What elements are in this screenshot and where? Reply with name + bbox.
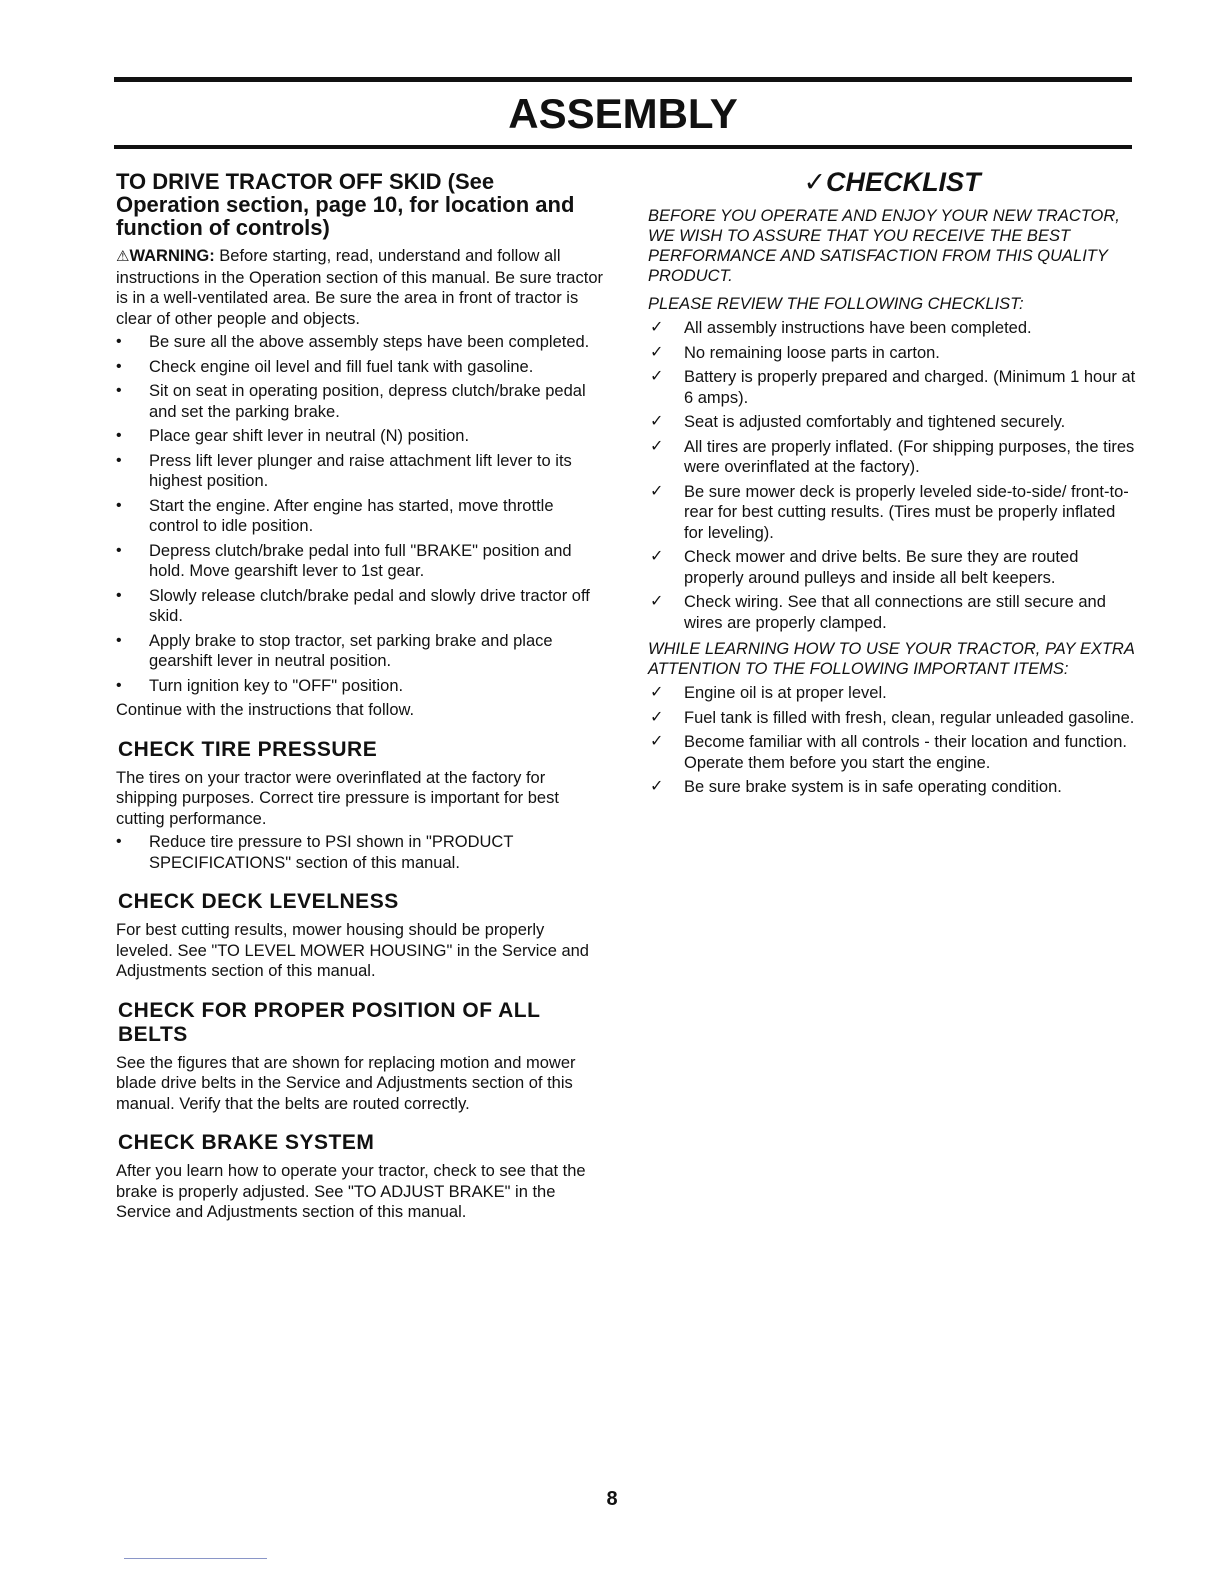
list-item: • Be sure all the above assembly steps have been completed.: [116, 333, 590, 351]
learning-label: WHILE LEARNING HOW TO USE YOUR TRACTOR, PAY EXTRA ATTENTION TO THE FOLLOWING IMPORTANT ITEMS:: [648, 640, 1135, 678]
list-item: • Place gear shift lever in neutral (N) position.: [116, 427, 470, 445]
tire-pressure-text: The tires on your tractor were overinflated at the factory for shipping purposes. Correct tire pressure is important for best cutting performance.: [116, 768, 559, 828]
bullet-icon: •: [116, 676, 122, 694]
tire-pressure-section: [116, 738, 604, 874]
list-item: ✓ Engine oil is at proper level.: [650, 684, 887, 702]
deck-levelness-text: For best cutting results, mower housing should be properly leveled. See "TO LEVEL MOWER HOUSING" in the Service and Adjustments section of this manual.: [116, 921, 589, 980]
warning-label: WARNING:: [129, 247, 215, 265]
list-item: ✓ No remaining loose parts in carton.: [650, 343, 940, 362]
drive-steps-list: [116, 332, 604, 696]
bullet-icon: •: [116, 333, 122, 350]
bullet-icon: •: [116, 496, 122, 514]
warning-text: Before starting, read, understand and follow all instructions in the Operation section of this manual. Be sure tractor is in a well-ventilated area. Be sure the area in front of tractor is clear of other people and objects.: [116, 247, 603, 328]
checkmark-icon: ✓: [650, 368, 664, 385]
list-item: ✓ Seat is adjusted comfortably and tightened securely.: [650, 413, 1066, 431]
continue-text: Continue with the instructions that follow.: [116, 701, 415, 719]
bullet-icon: •: [116, 427, 122, 444]
footer-line: [124, 1558, 267, 1559]
bullet-icon: •: [116, 833, 122, 850]
page-title: ASSEMBLY: [508, 90, 738, 137]
bullet-icon: •: [116, 541, 122, 559]
checkmark-icon: ✓: [650, 437, 664, 455]
list-item: ✓ All tires are properly inflated. (For shipping purposes, the tires were overinflated at the factory).: [650, 437, 1135, 476]
checkmark-icon: ✓: [650, 708, 664, 726]
list-item: ✓ Check mower and drive belts. Be sure they are routed properly around pulleys and inside all belt keepers.: [650, 548, 1079, 587]
drive-off-skid-section: [116, 170, 604, 721]
list-item: • Check engine oil level and fill fuel tank with gasoline.: [116, 357, 534, 376]
belts-text: See the figures that are shown for replacing motion and mower blade drive belts in the Service and Adjustments section of this manual. Verify that the belts are routed correctly.: [116, 1053, 576, 1113]
brake-system-text: After you learn how to operate your tractor, check to see that the brake is properly adjusted. See "TO ADJUST BRAKE" in the Service and Adjustments section of this manual.: [116, 1162, 586, 1221]
bullet-icon: •: [116, 357, 122, 375]
checkmark-icon: ✓: [650, 684, 664, 701]
list-item: ✓ Check wiring. See that all connections are still secure and wires are properly clamped.: [650, 593, 1106, 632]
warning-paragraph: [116, 246, 604, 329]
checkmark-icon: ✓: [650, 413, 664, 430]
bullet-icon: •: [116, 586, 122, 604]
warning-triangle-icon: ⚠: [116, 248, 130, 265]
left-column: [116, 170, 604, 1223]
checkmark-icon: ✓: [650, 319, 664, 336]
tire-pressure-list: [116, 832, 604, 873]
list-item: • Apply brake to stop tractor, set parking brake and place gearshift lever in neutral position.: [116, 631, 553, 670]
page-number: 8: [606, 1488, 618, 1510]
checkmark-icon: ✓: [650, 482, 664, 500]
right-column: [648, 166, 1136, 802]
list-item: • Start the engine. After engine has started, move throttle control to idle position.: [116, 496, 554, 535]
list-item: ✓ Become familiar with all controls - their location and function. Operate them before you start the engine.: [650, 733, 1127, 772]
bullet-icon: •: [116, 382, 122, 399]
list-item: ✓ All assembly instructions have been completed.: [650, 319, 1032, 337]
list-item: • Sit on seat in operating position, depress clutch/brake pedal and set the parking brake.: [116, 382, 586, 421]
checkmark-icon: ✓: [650, 778, 664, 795]
list-item: ✓ Be sure mower deck is properly leveled side-to-side/ front-to-rear for best cutting results. (Tires must be properly inflated for leveling).: [650, 482, 1129, 542]
list-item: • Reduce tire pressure to PSI shown in "PRODUCT SPECIFICATIONS" section of this manual.: [116, 833, 514, 872]
list-item: • Depress clutch/brake pedal into full "BRAKE" position and hold. Move gearshift lever to 1st gear.: [116, 541, 572, 580]
deck-levelness-section: [116, 890, 604, 982]
list-item: • Turn ignition key to "OFF" position.: [116, 676, 404, 695]
deck-levelness-heading: CHECK DECK LEVELNESS: [118, 890, 399, 913]
checkmark-icon: ✓: [650, 733, 664, 750]
checklist-title: ✓CHECKLIST: [803, 167, 981, 197]
belts-section: [116, 999, 604, 1115]
checklist-list: [648, 318, 1136, 633]
brake-system-section: [116, 1131, 604, 1223]
tire-pressure-heading: CHECK TIRE PRESSURE: [118, 737, 378, 761]
list-item: ✓ Battery is properly prepared and charged. (Minimum 1 hour at 6 amps).: [650, 368, 1136, 407]
checklist-intro: BEFORE YOU OPERATE AND ENJOY YOUR NEW TRACTOR, WE WISH TO ASSURE THAT YOU RECEIVE THE BEST PERFORMANCE AND SATISFACTION FROM THIS QUALITY PRODUCT.: [648, 207, 1120, 285]
list-item: ✓ Fuel tank is filled with fresh, clean, regular unleaded gasoline.: [650, 708, 1135, 727]
brake-system-heading: CHECK BRAKE SYSTEM: [118, 1131, 375, 1154]
belts-heading: CHECK FOR PROPER POSITION OF ALL BELTS: [118, 998, 541, 1046]
list-item: • Slowly release clutch/brake pedal and slowly drive tractor off skid.: [116, 586, 590, 625]
checkmark-icon: ✓: [650, 548, 664, 565]
bullet-icon: •: [116, 451, 122, 469]
top-rule: [114, 77, 1132, 82]
title-underline-rule: [114, 145, 1132, 149]
list-item: ✓ Be sure brake system is in safe operating condition.: [650, 778, 1062, 796]
checklist-review-label: PLEASE REVIEW THE FOLLOWING CHECKLIST:: [648, 295, 1024, 313]
bullet-icon: •: [116, 631, 122, 649]
drive-off-skid-heading: TO DRIVE TRACTOR OFF SKID (See Operation section, page 10, for location and function of controls): [116, 169, 575, 240]
checkmark-icon: ✓: [650, 343, 664, 361]
list-item: • Press lift lever plunger and raise attachment lift lever to its highest position.: [116, 451, 572, 490]
checkmark-icon: ✓: [650, 593, 664, 610]
important-items-list: [648, 683, 1136, 798]
